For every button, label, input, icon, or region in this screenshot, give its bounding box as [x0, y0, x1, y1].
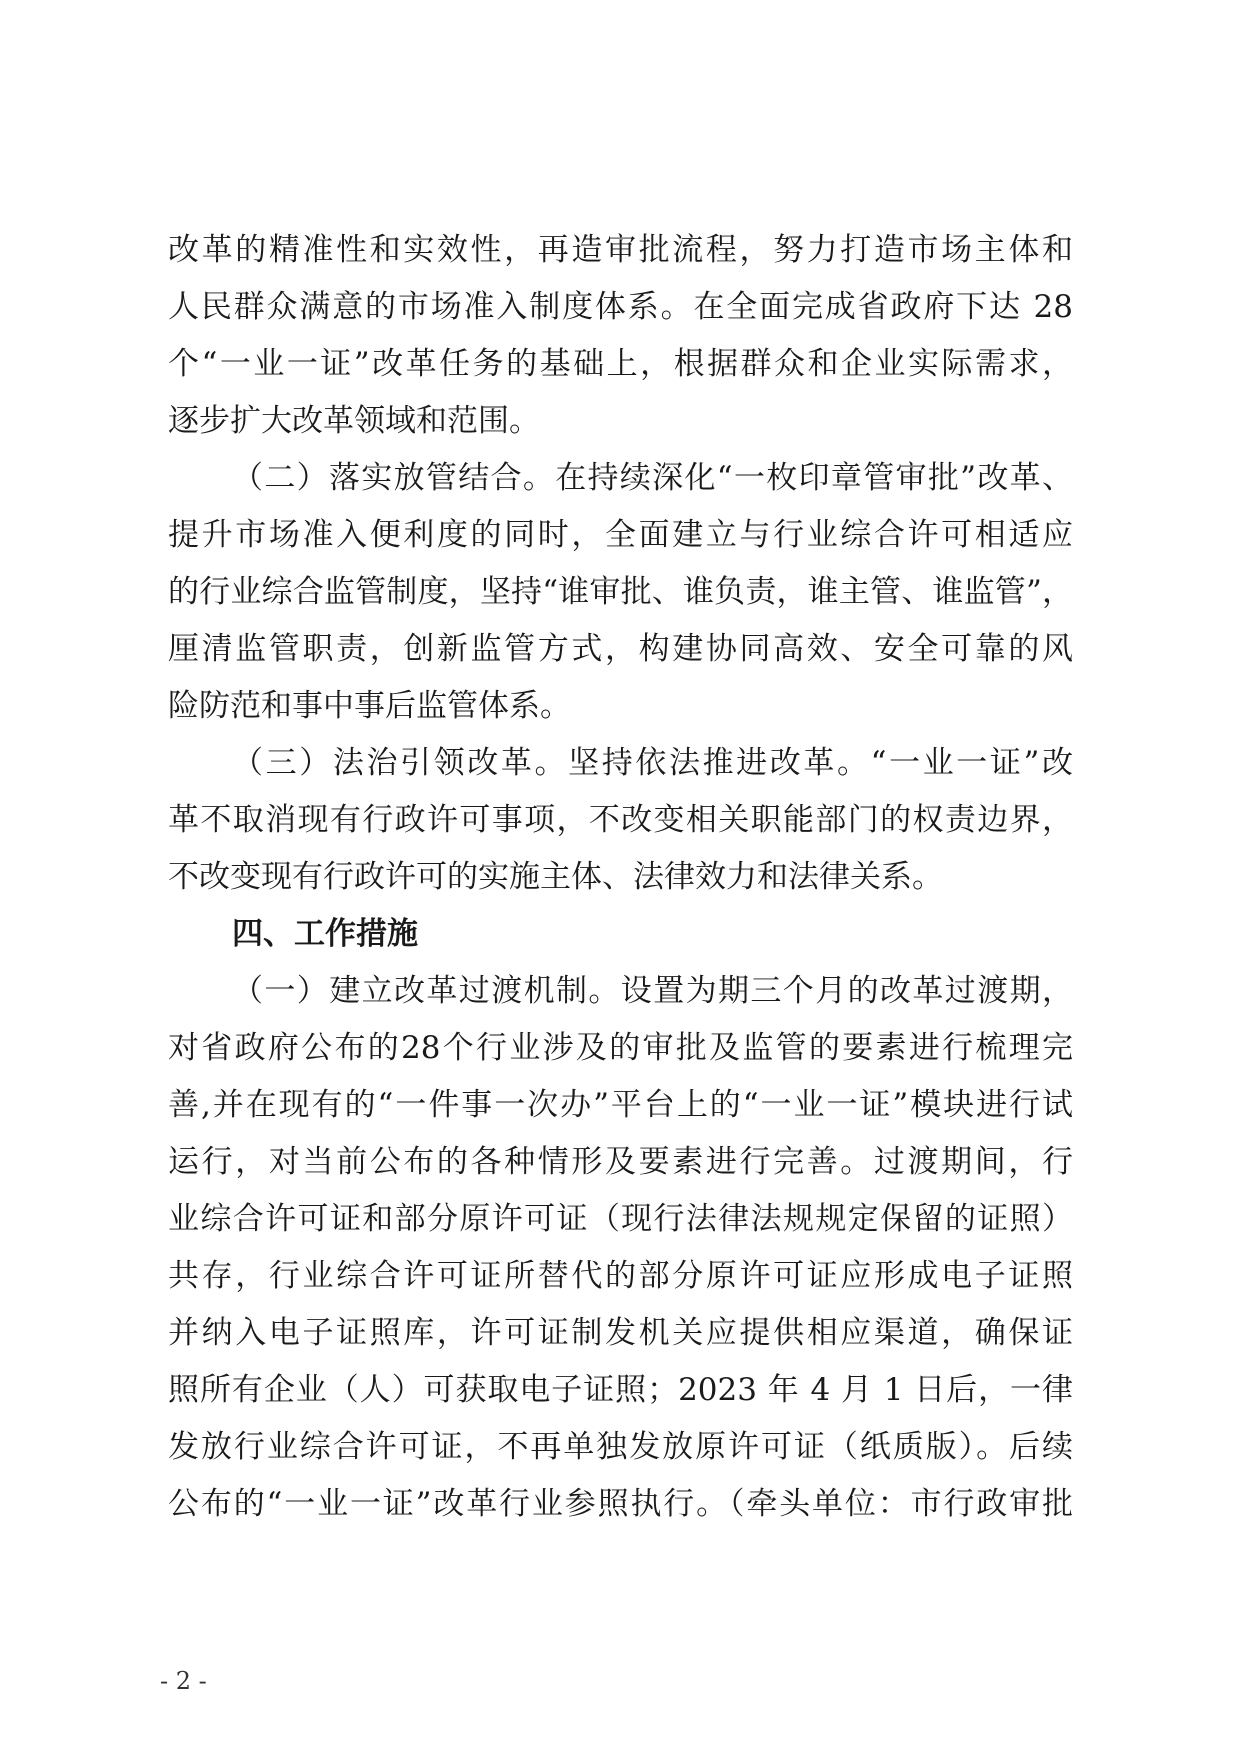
body-text-line: 业综合许可证和部分原许可证（现行法律法规规定保留的证照）: [168, 1201, 1073, 1237]
body-text-line: 照所有企业（人）可获取电子证照；2023 年 4 月 1 日后，一律: [168, 1372, 1073, 1408]
body-text-line: 险防范和事中事后监管体系。: [168, 688, 571, 724]
body-text-line: 不改变现有行政许可的实施主体、法律效力和法律关系。: [168, 859, 943, 895]
body-text-line: 提升市场准入便利度的同时，全面建立与行业综合许可相适应: [168, 517, 1073, 553]
body-text-line: 革不取消现有行政许可事项，不改变相关职能部门的权责边界，: [168, 802, 1073, 838]
body-text-line: 善,并在现有的“一件事一次办”平台上的“一业一证”模块进行试: [168, 1087, 1073, 1123]
body-text-line: 人民群众满意的市场准入制度体系。在全面完成省政府下达 28: [168, 289, 1073, 325]
body-text-line: 运行，对当前公布的各种情形及要素进行完善。过渡期间，行: [168, 1144, 1073, 1180]
body-text-line: 逐步扩大改革领域和范围。: [168, 403, 540, 439]
page-number: - 2 -: [160, 1667, 207, 1695]
body-text-line: 个“一业一证”改革任务的基础上，根据群众和企业实际需求，: [168, 346, 1073, 382]
body-text-line: 并纳入电子证照库，许可证制发机关应提供相应渠道，确保证: [168, 1315, 1073, 1351]
body-text-line: 对省政府公布的28个行业涉及的审批及监管的要素进行梳理完: [168, 1030, 1073, 1066]
body-text-line: 改革的精准性和实效性，再造审批流程，努力打造市场主体和: [168, 232, 1073, 268]
body-text-line: 发放行业综合许可证，不再单独发放原许可证（纸质版）。后续: [168, 1429, 1073, 1465]
paragraph-first-line: （三）法治引领改革。坚持依法推进改革。“一业一证”改: [232, 745, 1073, 781]
body-text-line: 共存，行业综合许可证所替代的部分原许可证应形成电子证照: [168, 1258, 1073, 1294]
body-text-line: 的行业综合监管制度，坚持“谁审批、谁负责，谁主管、谁监管”，: [168, 574, 1073, 610]
paragraph-first-line: （一）建立改革过渡机制。设置为期三个月的改革过渡期，: [232, 973, 1073, 1009]
body-text-line: 厘清监管职责，创新监管方式，构建协同高效、安全可靠的风: [168, 631, 1073, 667]
section-heading: 四、工作措施: [232, 916, 418, 952]
body-text-line: 公布的“一业一证”改革行业参照执行。（牵头单位：市行政审批: [168, 1486, 1073, 1522]
paragraph-first-line: （二）落实放管结合。在持续深化“一枚印章管审批”改革、: [232, 460, 1073, 496]
